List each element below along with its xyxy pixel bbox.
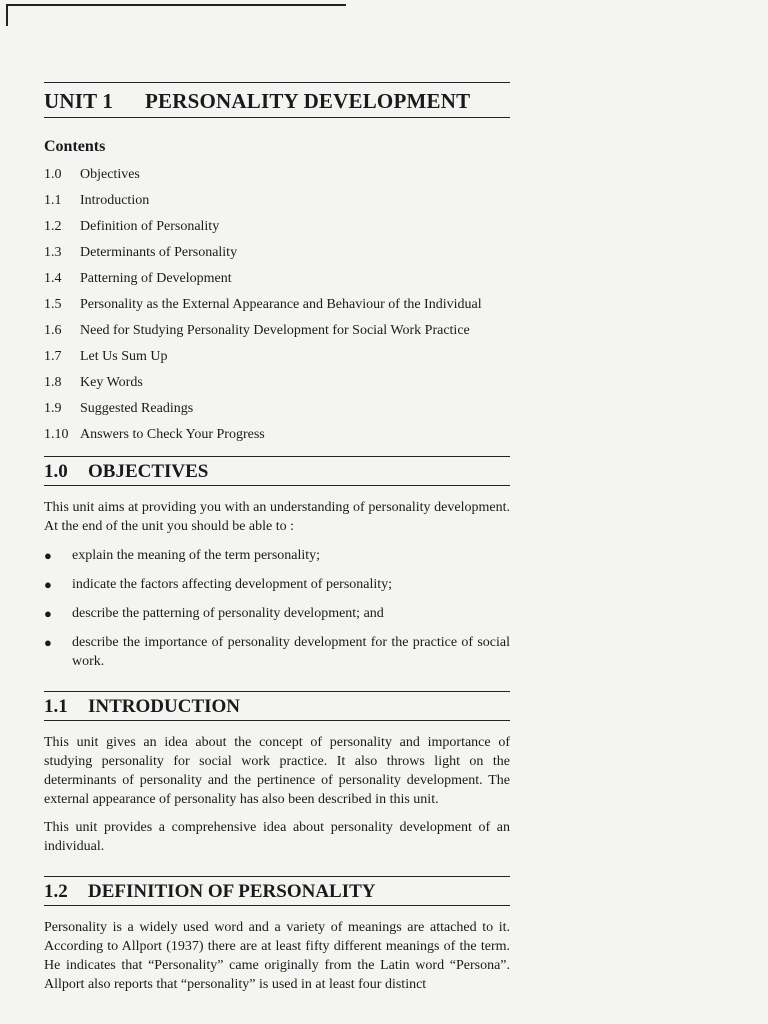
contents-heading: Contents	[44, 138, 106, 155]
list-item-text: indicate the factors affecting development of personality;	[72, 577, 393, 592]
section-heading	[44, 457, 510, 485]
toc-number: 1.7	[44, 349, 62, 364]
section-introduction	[44, 691, 510, 856]
section-number: 1.2	[44, 881, 68, 902]
toc-title: Patterning of Development	[80, 271, 232, 286]
toc-item	[44, 192, 510, 210]
toc-title: Determinants of Personality	[80, 245, 238, 260]
objectives-list	[44, 546, 510, 671]
section-title: OBJECTIVES	[88, 461, 209, 482]
toc-item	[44, 270, 510, 288]
section-bottom-rule	[44, 485, 510, 486]
introduction-paragraph: This unit gives an idea about the concept of personality and importance of studying personality for social work practice. It also throws light on the determinants of personality and the pertinence of personality development. The external appearance of personality has also been described in this unit.	[44, 735, 510, 807]
title-bottom-rule	[44, 117, 510, 118]
table-of-contents	[44, 166, 510, 444]
objectives-intro: This unit aims at providing you with an understanding of personality development. At the end of the unit you should be able to :	[44, 500, 510, 534]
unit-number: UNIT 1	[44, 89, 114, 113]
toc-number: 1.4	[44, 271, 62, 286]
section-heading	[44, 692, 510, 720]
toc-item	[44, 348, 510, 366]
toc-number: 1.10	[44, 427, 69, 442]
toc-item	[44, 244, 510, 262]
list-item	[44, 633, 510, 671]
section-title: INTRODUCTION	[88, 696, 241, 717]
toc-item	[44, 400, 510, 418]
toc-number: 1.0	[44, 167, 62, 182]
section-bottom-rule	[44, 905, 510, 906]
toc-number: 1.5	[44, 297, 62, 312]
section-definition	[44, 876, 510, 994]
toc-title: Suggested Readings	[80, 401, 194, 416]
list-item-text: explain the meaning of the term personality;	[72, 548, 321, 563]
section-bottom-rule	[44, 720, 510, 721]
toc-number: 1.3	[44, 245, 62, 260]
list-item	[44, 604, 510, 623]
toc-number: 1.2	[44, 219, 62, 234]
bullet-icon: ●	[44, 635, 52, 650]
document-page	[44, 82, 510, 994]
toc-number: 1.1	[44, 193, 62, 208]
toc-item	[44, 374, 510, 392]
toc-item	[44, 426, 510, 444]
toc-title: Answers to Check Your Progress	[80, 427, 265, 442]
introduction-paragraph: This unit provides a comprehensive idea about personality development of an individual.	[44, 820, 510, 854]
toc-title: Definition of Personality	[80, 219, 220, 234]
bullet-icon: ●	[44, 548, 52, 563]
toc-title: Need for Studying Personality Development for Social Work Practice	[80, 323, 470, 338]
toc-title: Key Words	[80, 375, 143, 390]
bullet-icon: ●	[44, 577, 52, 592]
toc-title: Personality as the External Appearance and Behaviour of the Individual	[80, 297, 482, 312]
toc-title: Objectives	[80, 167, 140, 182]
toc-item	[44, 322, 510, 340]
section-number: 1.1	[44, 696, 68, 717]
corner-mark-vertical	[6, 4, 8, 26]
toc-title: Let Us Sum Up	[80, 349, 168, 364]
toc-item	[44, 296, 510, 314]
toc-item	[44, 218, 510, 236]
section-number: 1.0	[44, 461, 68, 482]
unit-name: PERSONALITY DEVELOPMENT	[145, 89, 471, 113]
toc-item	[44, 166, 510, 184]
unit-title	[44, 83, 510, 117]
toc-number: 1.6	[44, 323, 62, 338]
corner-mark	[6, 4, 346, 6]
bullet-icon: ●	[44, 606, 52, 621]
section-heading	[44, 877, 510, 905]
toc-number: 1.8	[44, 375, 62, 390]
list-item	[44, 546, 510, 565]
list-item-text: describe the importance of personality development for the practice of social work.	[72, 635, 510, 669]
definition-paragraph: Personality is a widely used word and a variety of meanings are attached to it. According to Allport (1937) there are at least fifty different meanings of the term. He indicates that “Personality” came originally from the Latin word “Persona”. Allport also reports that “personality” is used in at least four distinct	[44, 920, 510, 992]
list-item-text: describe the patterning of personality development; and	[72, 606, 384, 621]
section-objectives	[44, 456, 510, 671]
section-title: DEFINITION OF PERSONALITY	[88, 881, 376, 902]
toc-number: 1.9	[44, 401, 62, 416]
toc-title: Introduction	[80, 193, 150, 208]
list-item	[44, 575, 510, 594]
